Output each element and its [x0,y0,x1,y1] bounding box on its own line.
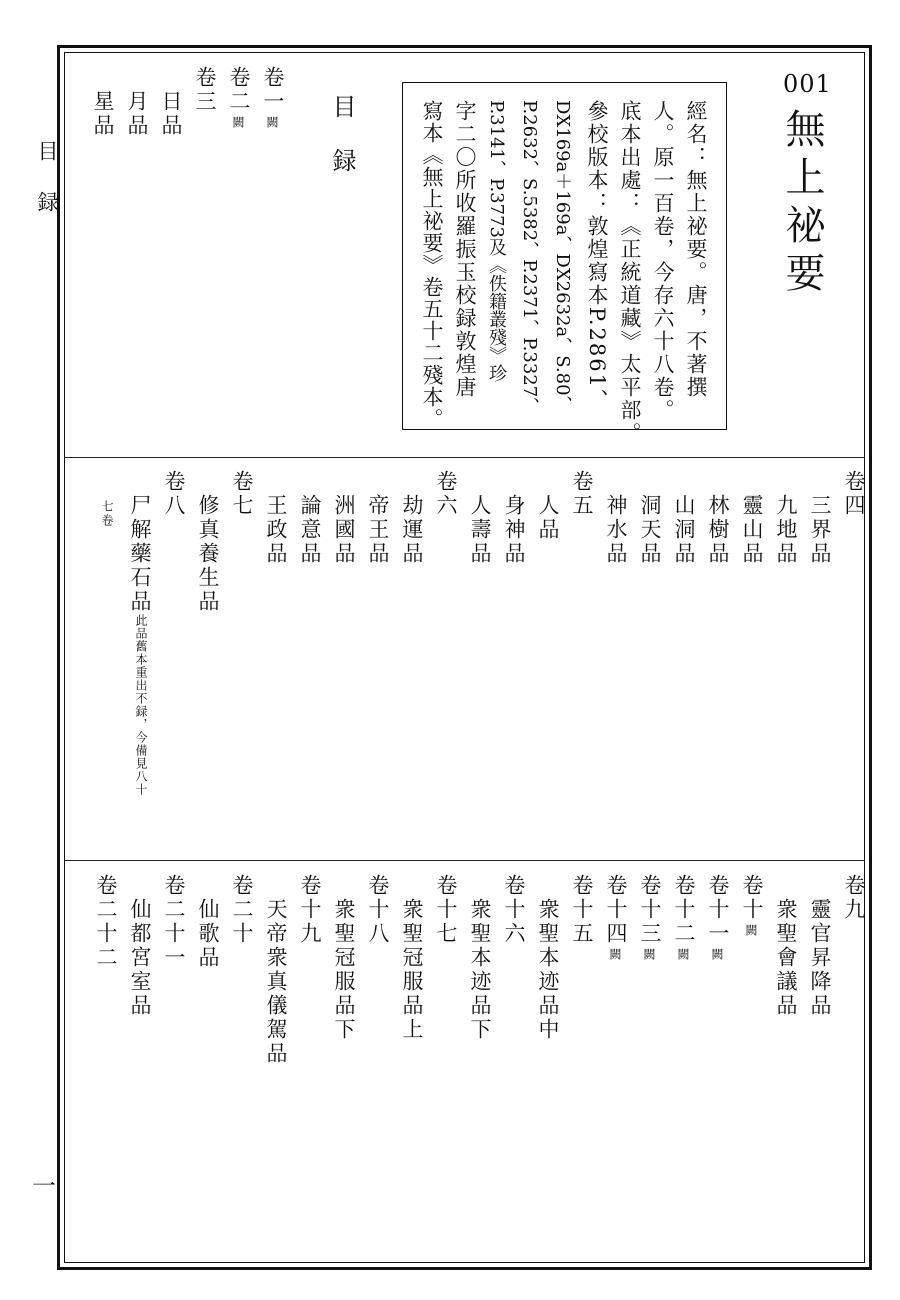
intro-line-9: 寫本《無上祕要》卷五十二殘本。 [420,100,444,430]
chapter-item: 靈山品 [740,494,764,566]
chapter-item: 王政品 [264,494,288,566]
chapter-item: 仙歌品 [196,898,220,970]
chapter-item: 衆聖會議品 [774,898,798,1018]
chapter-item: 尸解藥石品 [128,494,152,614]
chapter-item: 衆聖本迹品中 [536,898,560,1042]
chapter-item: 帝王品 [366,494,390,566]
intro-line-2: 人。原一百卷，今存六十八卷。 [651,100,675,422]
intro-line-6: P.2632、S.5382、P.2371、P.3327、 [519,100,540,416]
juan-heading: 卷十三 [638,874,662,946]
intro-line-1: 經名：無上祕要。唐，不著撰 [684,100,708,399]
chapter-item: 洞天品 [638,494,662,566]
chapter-item: 天帝衆真儀駕品 [264,898,288,1066]
juan-heading: 卷十一 [706,874,730,946]
lacuna-note: 闕 [710,948,724,962]
document-title: 無上祕要 [779,108,825,300]
chapter-item: 九地品 [774,494,798,566]
juan-heading: 卷四 [842,470,866,518]
chapter-item: 人壽品 [468,494,492,566]
chapter-item: 論意品 [298,494,322,566]
margin-section-label: 目録 [35,140,59,242]
chapter-item: 星品 [91,90,115,138]
juan-heading: 卷二 [227,66,251,114]
intro-line-7: P.3141、P.3773及《佚籍叢殘》珍 [486,100,507,382]
lacuna-note: 闕 [231,116,245,130]
chapter-note: 此品舊本重出不録，今備見八十 [134,614,148,796]
juan-heading: 卷九 [842,874,866,922]
chapter-item: 衆聖冠服品上 [400,898,424,1042]
juan-heading: 卷二十 [230,874,254,946]
chapter-item: 衆聖冠服品下 [332,898,356,1042]
chapter-item: 靈官昇降品 [808,898,832,1018]
juan-heading: 卷十六 [502,874,526,946]
juan-heading: 卷二十一 [162,874,186,970]
lacuna-note: 闕 [642,948,656,962]
chapter-item: 林樹品 [706,494,730,566]
juan-heading: 卷十 [740,874,764,922]
juan-heading: 卷三 [193,66,217,114]
chapter-item: 劫運品 [400,494,424,566]
section-divider-2 [64,860,865,861]
page-number: 一 [32,1172,56,1200]
chapter-item: 衆聖本迹品下 [468,898,492,1042]
intro-line-5: DX169a＋169a、DX2632a、S.80、 [552,100,573,414]
section-divider-1 [64,457,865,458]
juan-heading: 卷五 [570,470,594,518]
chapter-item: 日品 [159,90,183,138]
lacuna-note: 闕 [265,116,279,130]
chapter-item: 洲國品 [332,494,356,566]
juan-heading: 卷二十二 [94,874,118,970]
lacuna-note: 闕 [744,924,758,938]
chapter-item: 神水品 [604,494,628,566]
lacuna-note: 闕 [608,948,622,962]
chapter-note-continued: 七卷 [100,500,114,528]
contents-heading: 目録 [328,94,356,202]
intro-line-8: 字二〇所收羅振玉校録敦煌唐 [453,100,477,399]
chapter-item: 山洞品 [672,494,696,566]
juan-heading: 卷一 [261,66,285,114]
document-number: 001 [783,70,832,98]
intro-line-4: 參校版本：敦煌寫本P.2861、 [585,100,609,412]
chapter-item: 月品 [125,90,149,138]
juan-heading: 卷十九 [298,874,322,946]
chapter-item: 人品 [536,494,560,542]
juan-heading: 卷十四 [604,874,628,946]
chapter-item: 修真養生品 [196,494,220,614]
juan-heading: 卷十七 [434,874,458,946]
chapter-item: 仙都宮室品 [128,898,152,1018]
juan-heading: 卷十八 [366,874,390,946]
intro-line-3: 底本出處：《正統道藏》太平部。 [618,100,642,445]
chapter-item: 三界品 [808,494,832,566]
chapter-item: 身神品 [502,494,526,566]
juan-heading: 卷十五 [570,874,594,946]
juan-heading: 卷十二 [672,874,696,946]
juan-heading: 卷八 [162,470,186,518]
lacuna-note: 闕 [676,948,690,962]
juan-heading: 卷六 [434,470,458,518]
juan-heading: 卷七 [230,470,254,518]
